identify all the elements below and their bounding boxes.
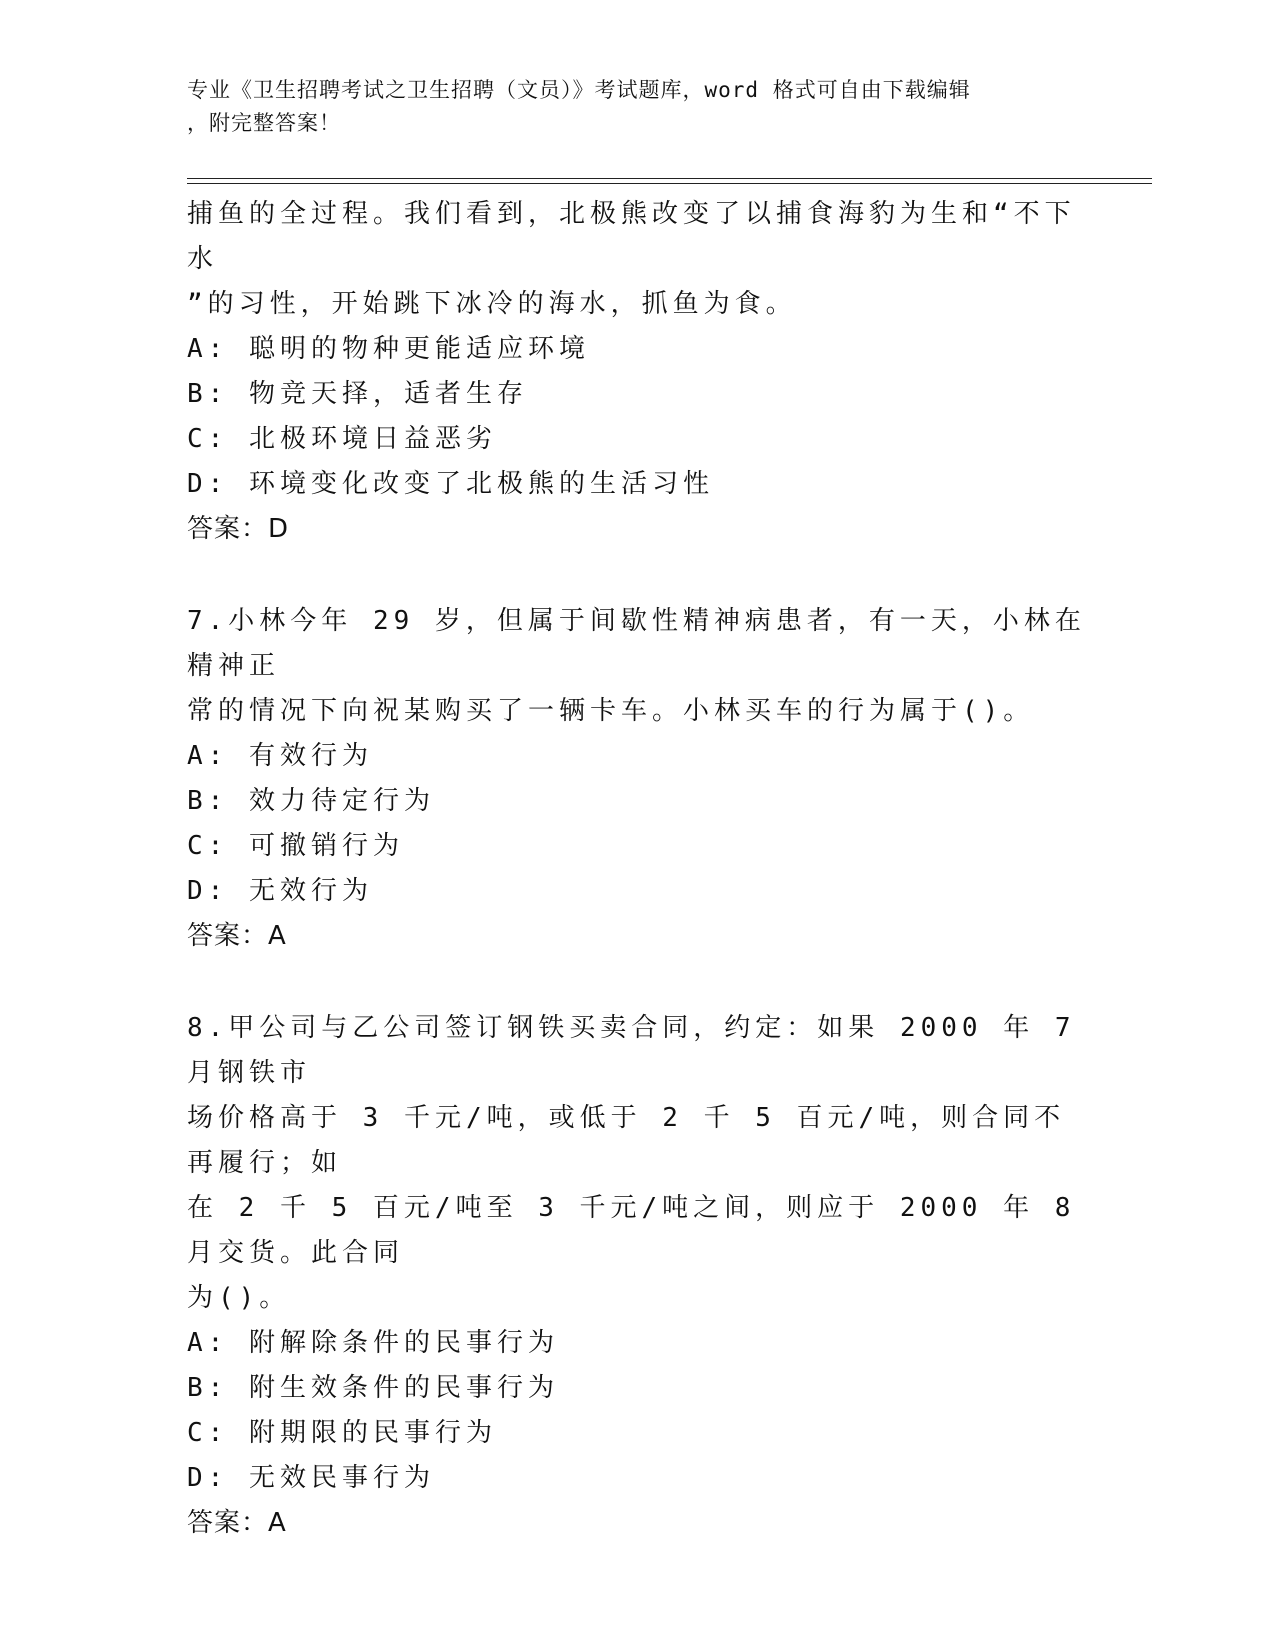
question-7-option-d: D: 无效行为 (187, 876, 373, 906)
question-spacer (187, 959, 1087, 1006)
question-7-answer: 答案：A (187, 921, 287, 951)
question-8-stem-line-1: 8.甲公司与乙公司签订钢铁买卖合同，约定：如果 2000 年 7 月钢铁市 (187, 1013, 1076, 1088)
question-8-option-d: D: 无效民事行为 (187, 1463, 435, 1493)
header-divider-bottom (187, 183, 1152, 184)
question-8-option-a: A: 附解除条件的民事行为 (187, 1328, 559, 1358)
question-8 (187, 1006, 1087, 1546)
question-7-stem-line-1: 7.小林今年 29 岁，但属于间歇性精神病患者，有一天，小林在精神正 (187, 606, 1086, 681)
question-7 (187, 599, 1087, 959)
question-6-option-c: C: 北极环境日益恶劣 (187, 424, 497, 454)
question-8-stem-line-2: 场价格高于 3 千元/吨，或低于 2 千 5 百元/吨，则合同不再履行；如 (187, 1103, 1066, 1178)
question-6-answer: 答案：D (187, 514, 290, 544)
question-7-stem-line-2: 常的情况下向祝某购买了一辆卡车。小林买车的行为属于()。 (187, 696, 1035, 726)
question-6-stem-line-2: ”的习性，开始跳下冰冷的海水，抓鱼为食。 (187, 289, 797, 319)
question-8-answer: 答案：A (187, 1508, 287, 1538)
question-6-option-a: A: 聪明的物种更能适应环境 (187, 334, 590, 364)
question-list (187, 192, 1087, 1546)
question-7-option-a: A: 有效行为 (187, 741, 373, 771)
question-8-stem-line-4: 为()。 (187, 1283, 291, 1313)
question-6-stem-line-1: 捕鱼的全过程。我们看到，北极熊改变了以捕食海豹为生和“不下水 (187, 199, 1076, 274)
header-line-2: ，附完整答案！ (187, 111, 341, 135)
question-6-option-d: D: 环境变化改变了北极熊的生活习性 (187, 469, 714, 499)
header-line-1: 专业《卫生招聘考试之卫生招聘（文员）》考试题库，word 格式可自由下载编辑 (187, 78, 971, 102)
question-7-option-b: B: 效力待定行为 (187, 786, 435, 816)
question-8-option-c: C: 附期限的民事行为 (187, 1418, 497, 1448)
question-6-option-b: B: 物竞天择，适者生存 (187, 379, 528, 409)
question-8-option-b: B: 附生效条件的民事行为 (187, 1373, 559, 1403)
question-7-option-c: C: 可撤销行为 (187, 831, 404, 861)
question-6 (187, 192, 1087, 552)
document-header (187, 74, 1067, 140)
question-8-stem-line-3: 在 2 千 5 百元/吨至 3 千元/吨之间，则应于 2000 年 8 月交货。此合同 (187, 1193, 1076, 1268)
header-divider-top (187, 178, 1152, 179)
question-spacer (187, 552, 1087, 599)
